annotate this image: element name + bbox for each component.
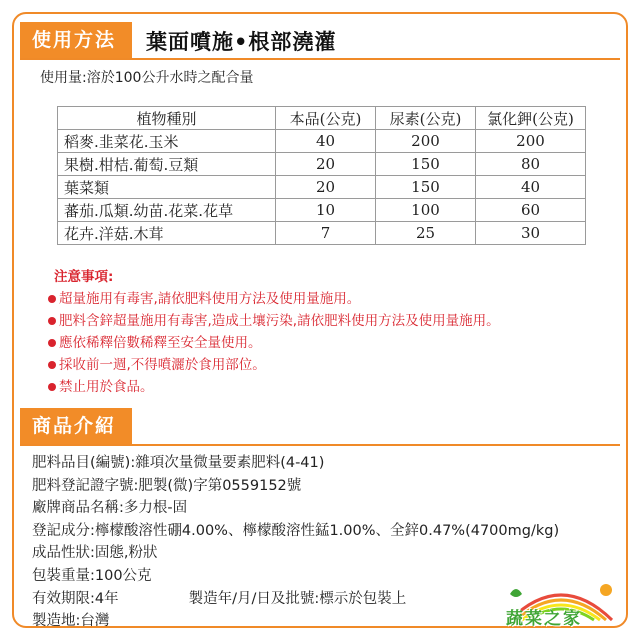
column-header-urea: 尿素(公克): [376, 107, 476, 130]
info-shelf-life-row: [32, 588, 559, 611]
precaution-item: [48, 310, 500, 332]
usage-divider: [20, 58, 620, 60]
cell-urea: 200: [376, 130, 476, 153]
table-row: [58, 222, 586, 245]
bullet-icon: [48, 361, 56, 369]
info-registration: 肥料登記證字號:肥製(微)字第0559152號: [32, 477, 302, 494]
info-weight: 包裝重量:100公克: [32, 567, 152, 584]
cell-urea: 150: [376, 176, 476, 199]
cell-kcl: 60: [476, 199, 586, 222]
cell-product: 20: [276, 176, 376, 199]
cell-kcl: 200: [476, 130, 586, 153]
product-divider: [20, 444, 620, 446]
table-row: [58, 153, 586, 176]
product-info-block: [32, 452, 559, 633]
precaution-item: [48, 354, 500, 376]
precaution-text: 肥料含鋅超量施用有毒害,造成土壤污染,請依肥料使用方法及使用量施用。: [59, 313, 500, 329]
table-row: [58, 176, 586, 199]
column-header-kcl: 氯化鉀(公克): [476, 107, 586, 130]
table-header-row: [58, 107, 586, 130]
precaution-text: 應依稀釋倍數稀釋至安全量使用。: [59, 335, 262, 351]
cell-product: 10: [276, 199, 376, 222]
precautions-title: 注意事項:: [54, 269, 114, 285]
table-row: [58, 199, 586, 222]
application-rate-table: [57, 106, 586, 245]
precaution-text: 採收前一週,不得噴灑於食用部位。: [59, 357, 266, 373]
cell-kcl: 30: [476, 222, 586, 245]
bullet-icon: [48, 339, 56, 347]
precaution-text: 禁止用於食品。: [59, 379, 154, 395]
bullet-icon: [48, 317, 56, 325]
info-ingredients: 登記成分:檸檬酸溶性硼4.00%、檸檬酸溶性錳1.00%、全鋅0.47%(4700mg/kg): [32, 522, 560, 539]
info-origin: 製造地:台灣: [32, 613, 110, 630]
precaution-text: 超量施用有毒害,請依肥料使用方法及使用量施用。: [59, 291, 361, 307]
precautions-block: [48, 266, 500, 398]
cell-crop: 果樹.柑桔.葡萄.豆類: [58, 153, 276, 176]
cell-kcl: 80: [476, 153, 586, 176]
info-brand: 廠牌商品名稱:多力根-固: [32, 500, 188, 517]
cell-product: 40: [276, 130, 376, 153]
info-form: 成品性狀:固態,粉狀: [32, 545, 158, 562]
column-header-product: 本品(公克): [276, 107, 376, 130]
cell-urea: 25: [376, 222, 476, 245]
usage-section-tag: 使用方法: [20, 22, 132, 58]
precaution-item: [48, 288, 500, 310]
bullet-icon: [48, 383, 56, 391]
precaution-item: [48, 332, 500, 354]
info-batch: 製造年/月/日及批號:標示於包裝上: [188, 590, 407, 607]
cell-crop: 葉菜類: [58, 176, 276, 199]
usage-note: 使用量:溶於100公升水時之配合量: [40, 70, 254, 86]
info-category: 肥料品目(編號):雜項次量微量要素肥料(4-41): [32, 455, 325, 471]
cell-kcl: 40: [476, 176, 586, 199]
info-shelf-life: 有效期限:4年: [32, 590, 119, 607]
column-header-crop: 植物種別: [58, 107, 276, 130]
cell-product: 7: [276, 222, 376, 245]
cell-urea: 150: [376, 153, 476, 176]
precaution-item: [48, 376, 500, 398]
table-row: [58, 130, 586, 153]
cell-crop: 花卉.洋菇.木茸: [58, 222, 276, 245]
usage-headline: 葉面噴施•根部澆灌: [146, 30, 337, 54]
cell-crop: 蕃茄.瓜類.幼苗.花菜.花草: [58, 199, 276, 222]
brand-logo-text: 蔬菜之家: [506, 609, 582, 629]
cell-crop: 稻麥.韭菜花.玉米: [58, 130, 276, 153]
bullet-icon: [48, 295, 56, 303]
product-section-tag: 商品介紹: [20, 408, 132, 444]
cell-product: 20: [276, 153, 376, 176]
cell-urea: 100: [376, 199, 476, 222]
